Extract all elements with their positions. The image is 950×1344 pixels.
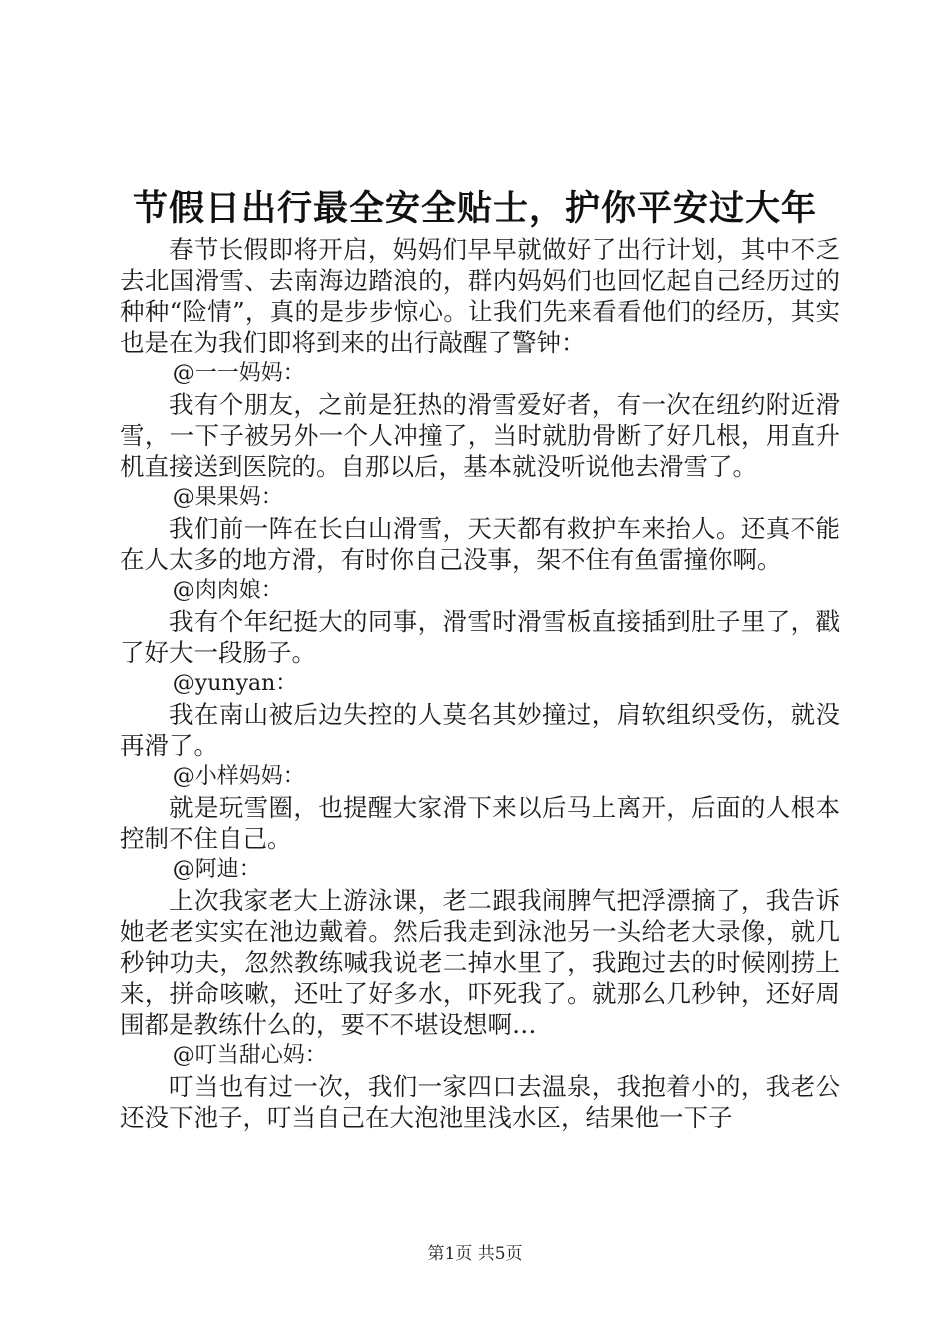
entry-text: 我有个年纪挺大的同事，滑雪时滑雪板直接插到肚子里了，戳了好大一段肠子。 — [120, 607, 840, 667]
entry-handle: @一一妈妈： — [172, 361, 305, 386]
entry-text: 上次我家老大上游泳课，老二跟我闹脾气把浮漂摘了，我告诉她老老实实在池边戴着。然后我走到泳池另一头给老大录像，就几秒钟功夫，忽然教练喊我说老二掉水里了，我跑过去的时候刚捞上来，拼命咳嗽，还吐了好多水，吓死我了。就那么几秒钟，还好周围都是教练什么的，要不不堪设想啊… — [120, 886, 840, 1039]
entry-handle: @阿迪： — [172, 857, 261, 882]
entry-text: 我有个朋友，之前是狂热的滑雪爱好者，有一次在纽约附近滑雪，一下子被另外一个人冲撞了，当时就肋骨断了好几根，用直升机直接送到医院的。自那以后，基本就没听说他去滑雪了。 — [120, 390, 840, 481]
entry-handle: @小样妈妈： — [172, 764, 305, 789]
document-body — [120, 234, 840, 1133]
entry-handle: @叮当甜心妈： — [172, 1043, 327, 1068]
entry-text: 我们前一阵在长白山滑雪，天天都有救护车来抬人。还真不能在人太多的地方滑，有时你自己没事，架不住有鱼雷撞你啊。 — [120, 514, 840, 574]
entry-handle: @肉肉娘： — [172, 578, 283, 603]
entry-text: 我在南山被后边失控的人莫名其妙撞过，肩软组织受伤，就没再滑了。 — [120, 700, 840, 760]
intro-paragraph: 春节长假即将开启，妈妈们早早就做好了出行计划，其中不乏去北国滑雪、去南海边踏浪的，群内妈妈们也回忆起自己经历过的种种“险情”，真的是步步惊心。让我们先来看看他们的经历，其实也是在为我们即将到来的出行敲醒了警钟： — [120, 235, 840, 357]
entry-text: 就是玩雪圈，也提醒大家滑下来以后马上离开，后面的人根本控制不住自己。 — [120, 793, 840, 853]
entry-text: 叮当也有过一次，我们一家四口去温泉，我抱着小的，我老公还没下池子，叮当自己在大泡池里浅水区，结果他一下子 — [120, 1072, 840, 1132]
page-number-footer: 第1页 共5页 — [427, 1244, 523, 1264]
entry-handle: @果果妈： — [172, 485, 283, 510]
document-title: 节假日出行最全安全贴士，护你平安过大年 — [132, 189, 817, 229]
entry-handle: @yunyan： — [172, 671, 298, 696]
